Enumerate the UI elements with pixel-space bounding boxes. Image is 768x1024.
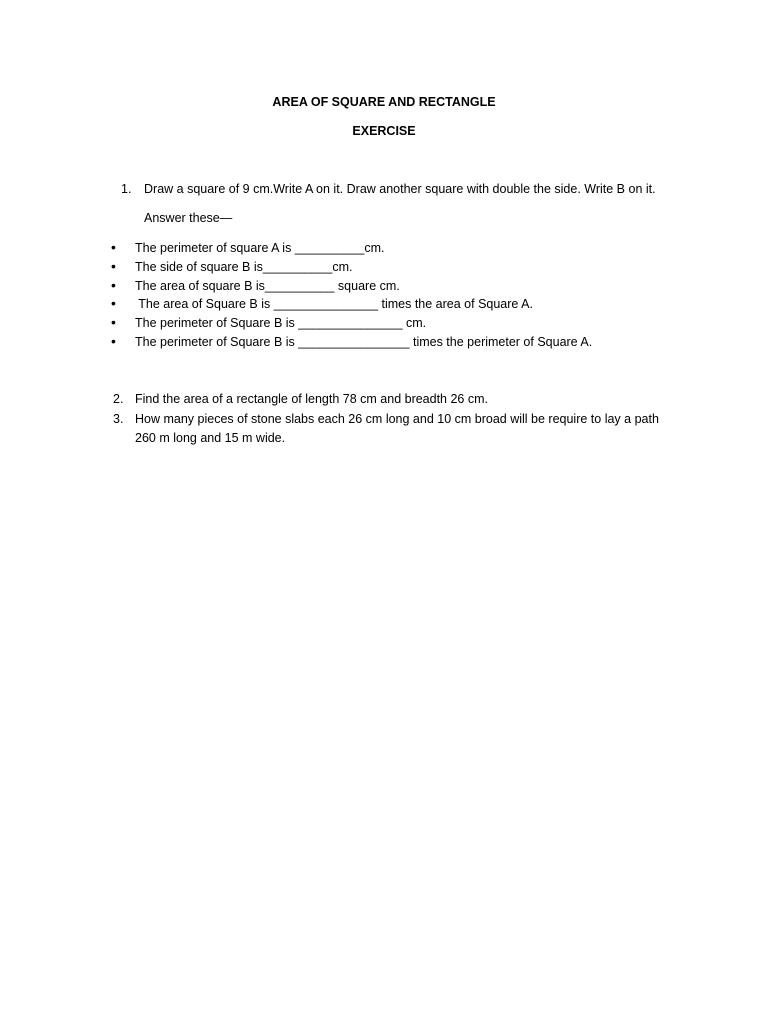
question-3-number: 3.: [113, 412, 124, 426]
bullet-marker: •: [111, 295, 116, 311]
question-1-text: Draw a square of 9 cm.Write A on it. Draw another square with double the side. Write B on it.: [144, 182, 656, 196]
bullet-marker: •: [111, 258, 116, 274]
bullet-item: The side of square B is__________cm.: [135, 260, 353, 274]
bullet-item: The area of square B is__________ square cm.: [135, 279, 400, 293]
bullet-marker: •: [111, 277, 116, 293]
question-2-text: Find the area of a rectangle of length 78 cm and breadth 26 cm.: [135, 392, 488, 406]
bullet-item: The perimeter of Square B is ________________ times the perimeter of Square A.: [135, 335, 593, 349]
bullet-item: The area of Square B is _______________ times the area of Square A.: [135, 297, 533, 311]
answer-intro: Answer these—: [144, 211, 233, 225]
question-1-number: 1.: [121, 182, 132, 196]
bullet-marker: •: [111, 333, 116, 349]
question-3-text-line-1: How many pieces of stone slabs each 26 cm long and 10 cm broad will be require to lay a path: [135, 412, 659, 426]
question-3-text-line-2: 260 m long and 15 m wide.: [135, 431, 286, 445]
document-subtitle: EXERCISE: [352, 124, 416, 138]
document-title: AREA OF SQUARE AND RECTANGLE: [272, 95, 496, 109]
question-2-number: 2.: [113, 392, 124, 406]
bullet-item: The perimeter of square A is __________cm.: [135, 241, 385, 255]
bullet-item: The perimeter of Square B is _______________ cm.: [135, 316, 427, 330]
bullet-marker: •: [111, 239, 116, 255]
bullet-marker: •: [111, 314, 116, 330]
